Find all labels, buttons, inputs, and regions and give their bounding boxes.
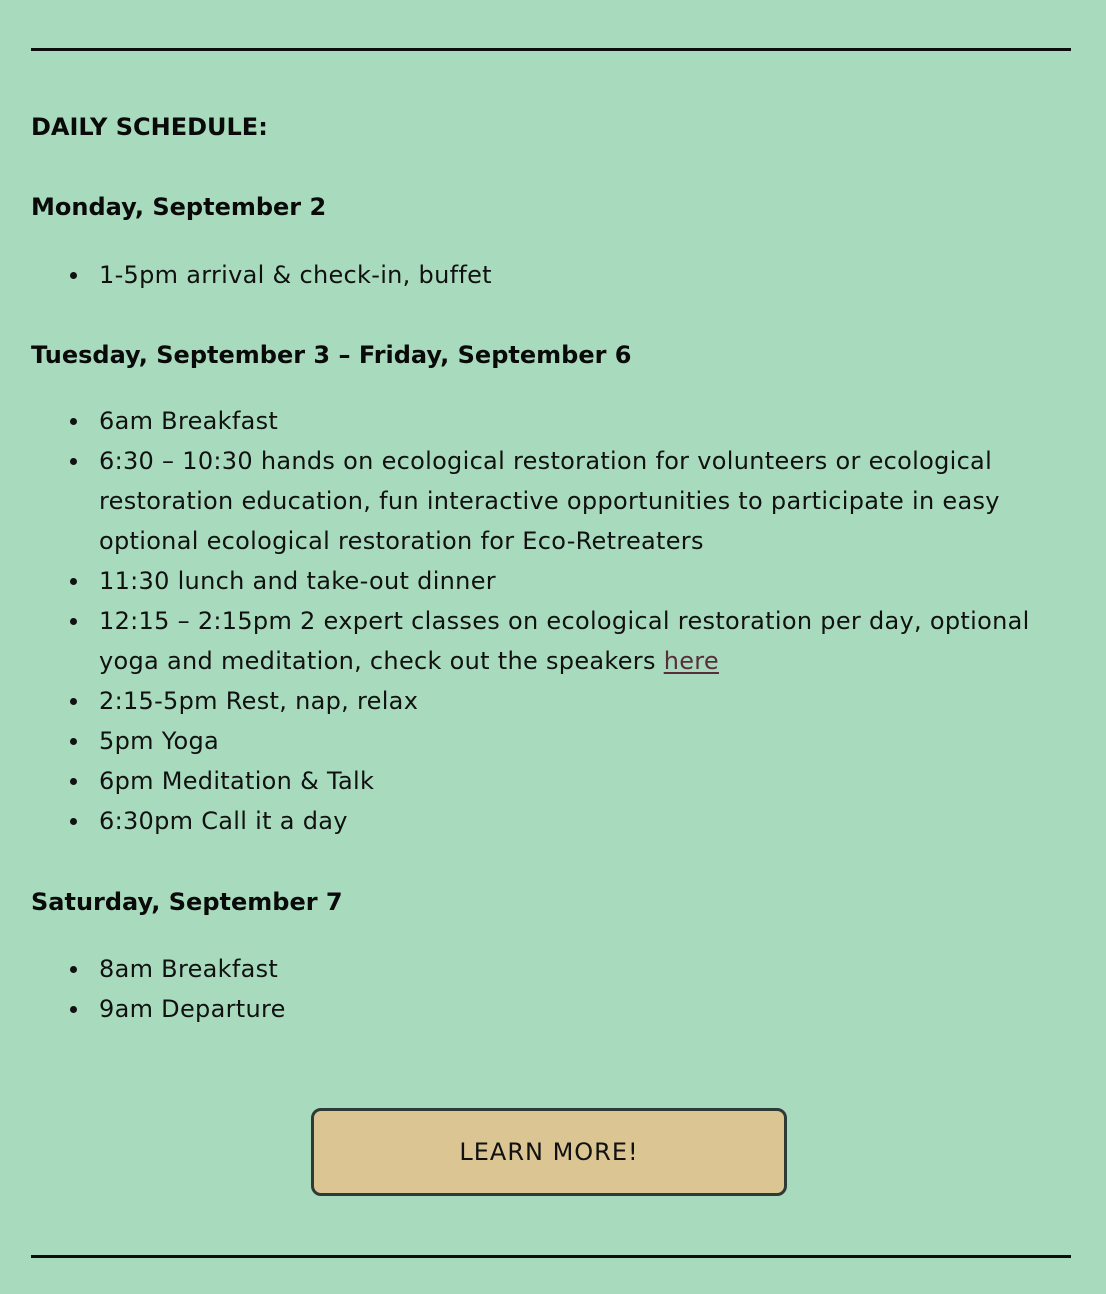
list-item-text: 12:15 – 2:15pm 2 expert classes on ecological restoration per day, optional yoga and meditation, check out the speakers xyxy=(99,607,1030,675)
monday-schedule-list xyxy=(31,255,1071,295)
top-divider xyxy=(31,48,1071,51)
bottom-divider xyxy=(31,1255,1071,1258)
list-item: 6am Breakfast xyxy=(99,401,1071,441)
list-item xyxy=(99,601,1071,681)
day-heading-tuesday-friday: Tuesday, September 3 – Friday, September 6 xyxy=(31,341,632,369)
list-item: 6:30 – 10:30 hands on ecological restoration for volunteers or ecological restoration education, fun interactive opportunities to participate in easy optional ecological restoration for Eco-Retreaters xyxy=(99,441,1071,561)
list-item: 2:15-5pm Rest, nap, relax xyxy=(99,681,1071,721)
tuesday-friday-schedule-list xyxy=(31,401,1071,841)
list-item: 9am Departure xyxy=(99,989,1071,1029)
list-item: 6:30pm Call it a day xyxy=(99,801,1071,841)
saturday-schedule-list xyxy=(31,949,1071,1029)
schedule-title: DAILY SCHEDULE: xyxy=(31,113,268,141)
day-heading-monday: Monday, September 2 xyxy=(31,193,327,221)
speakers-link[interactable]: here xyxy=(663,647,719,675)
list-item: 6pm Meditation & Talk xyxy=(99,761,1071,801)
list-item: 1-5pm arrival & check-in, buffet xyxy=(99,255,1071,295)
day-heading-saturday: Saturday, September 7 xyxy=(31,888,343,916)
learn-more-button[interactable]: LEARN MORE! xyxy=(311,1108,787,1196)
list-item: 11:30 lunch and take-out dinner xyxy=(99,561,1071,601)
list-item: 8am Breakfast xyxy=(99,949,1071,989)
list-item: 5pm Yoga xyxy=(99,721,1071,761)
